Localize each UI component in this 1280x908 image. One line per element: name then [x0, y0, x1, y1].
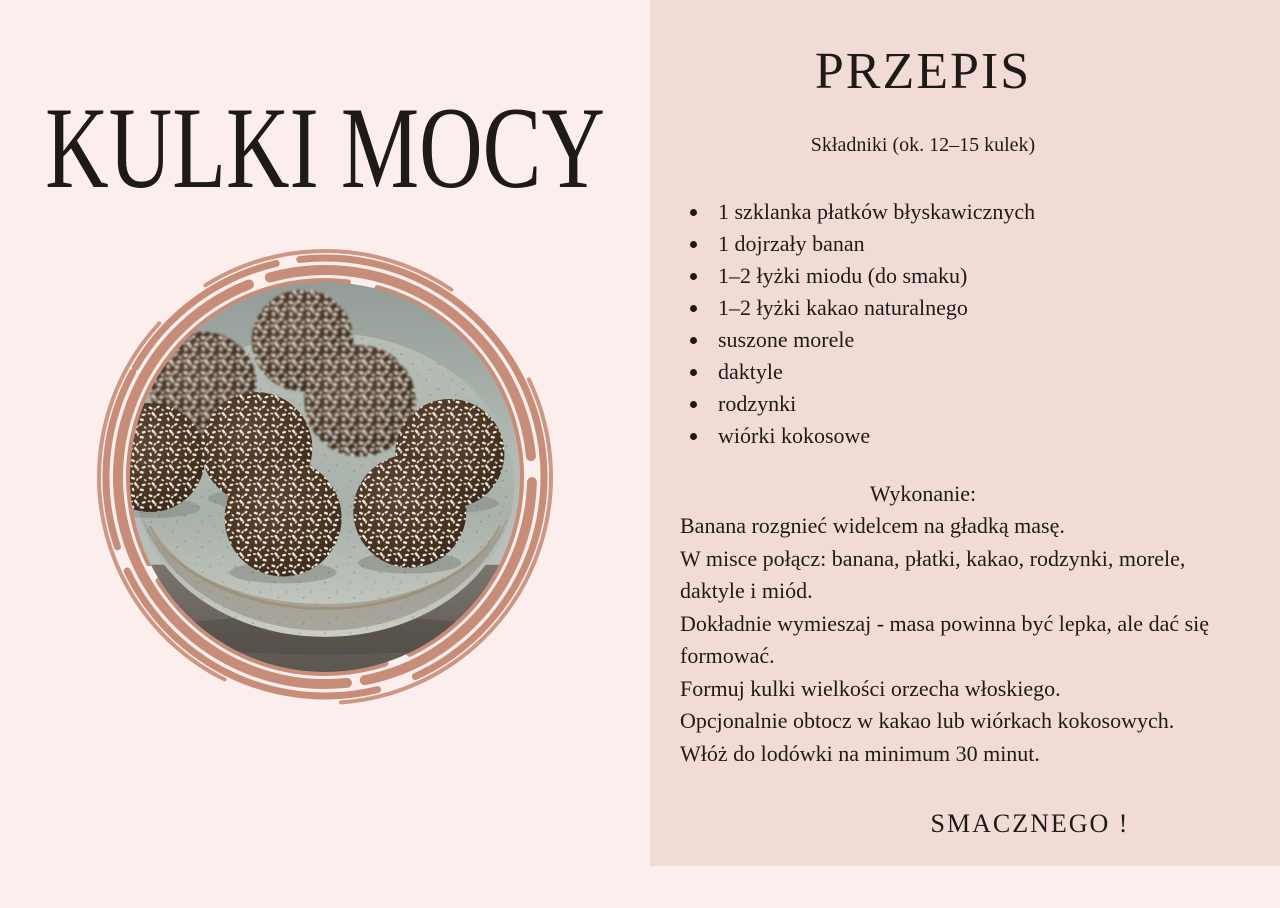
method-step: Formuj kulki wielkości orzecha włoskiego.	[680, 675, 1061, 701]
ingredient-item: 1 dojrzały banan	[680, 228, 1270, 260]
ingredient-item: rodzynki	[680, 388, 1270, 420]
footer-greeting: SMACZNEGO !	[930, 809, 1130, 838]
method-step: Włóż do lodówki na minimum 30 minut.	[680, 740, 1040, 766]
ingredient-item: 1–2 łyżki miodu (do smaku)	[680, 260, 1270, 292]
method-step: Dokładnie wymieszaj - masa powinna być lepka, ale dać się formować.	[680, 610, 1210, 668]
method-step: W misce połącz: banana, płatki, kakao, rodzynki, morele, daktyle i miód.	[680, 545, 1186, 603]
method-step: Banana rozgnieć widelcem na gładką masę.	[680, 513, 1065, 538]
energy-balls-photo	[130, 282, 520, 672]
ingredient-item: 1 szklanka płatków błyskawicznych	[680, 196, 1270, 228]
ingredient-item: 1–2 łyżki kakao naturalnego	[680, 292, 1270, 324]
method-step: Opcjonalnie obtocz w kakao lub wiórkach kokosowych.	[680, 708, 1175, 733]
method-steps	[680, 510, 1238, 770]
ingredient-item: daktyle	[680, 356, 1270, 388]
page-title: KULKI MOCY	[45, 85, 605, 214]
ingredient-item: wiórki kokosowe	[680, 420, 1270, 452]
ingredient-item: suszone morele	[680, 324, 1270, 356]
recipe-title: PRZEPIS	[814, 43, 1032, 100]
photo-frame	[95, 247, 555, 707]
ingredients-heading: Składniki (ok. 12–15 kulek)	[810, 134, 1036, 156]
method-heading: Wykonanie:	[869, 481, 977, 506]
ingredients-list	[680, 196, 1270, 452]
recipe-panel	[650, 0, 1280, 866]
